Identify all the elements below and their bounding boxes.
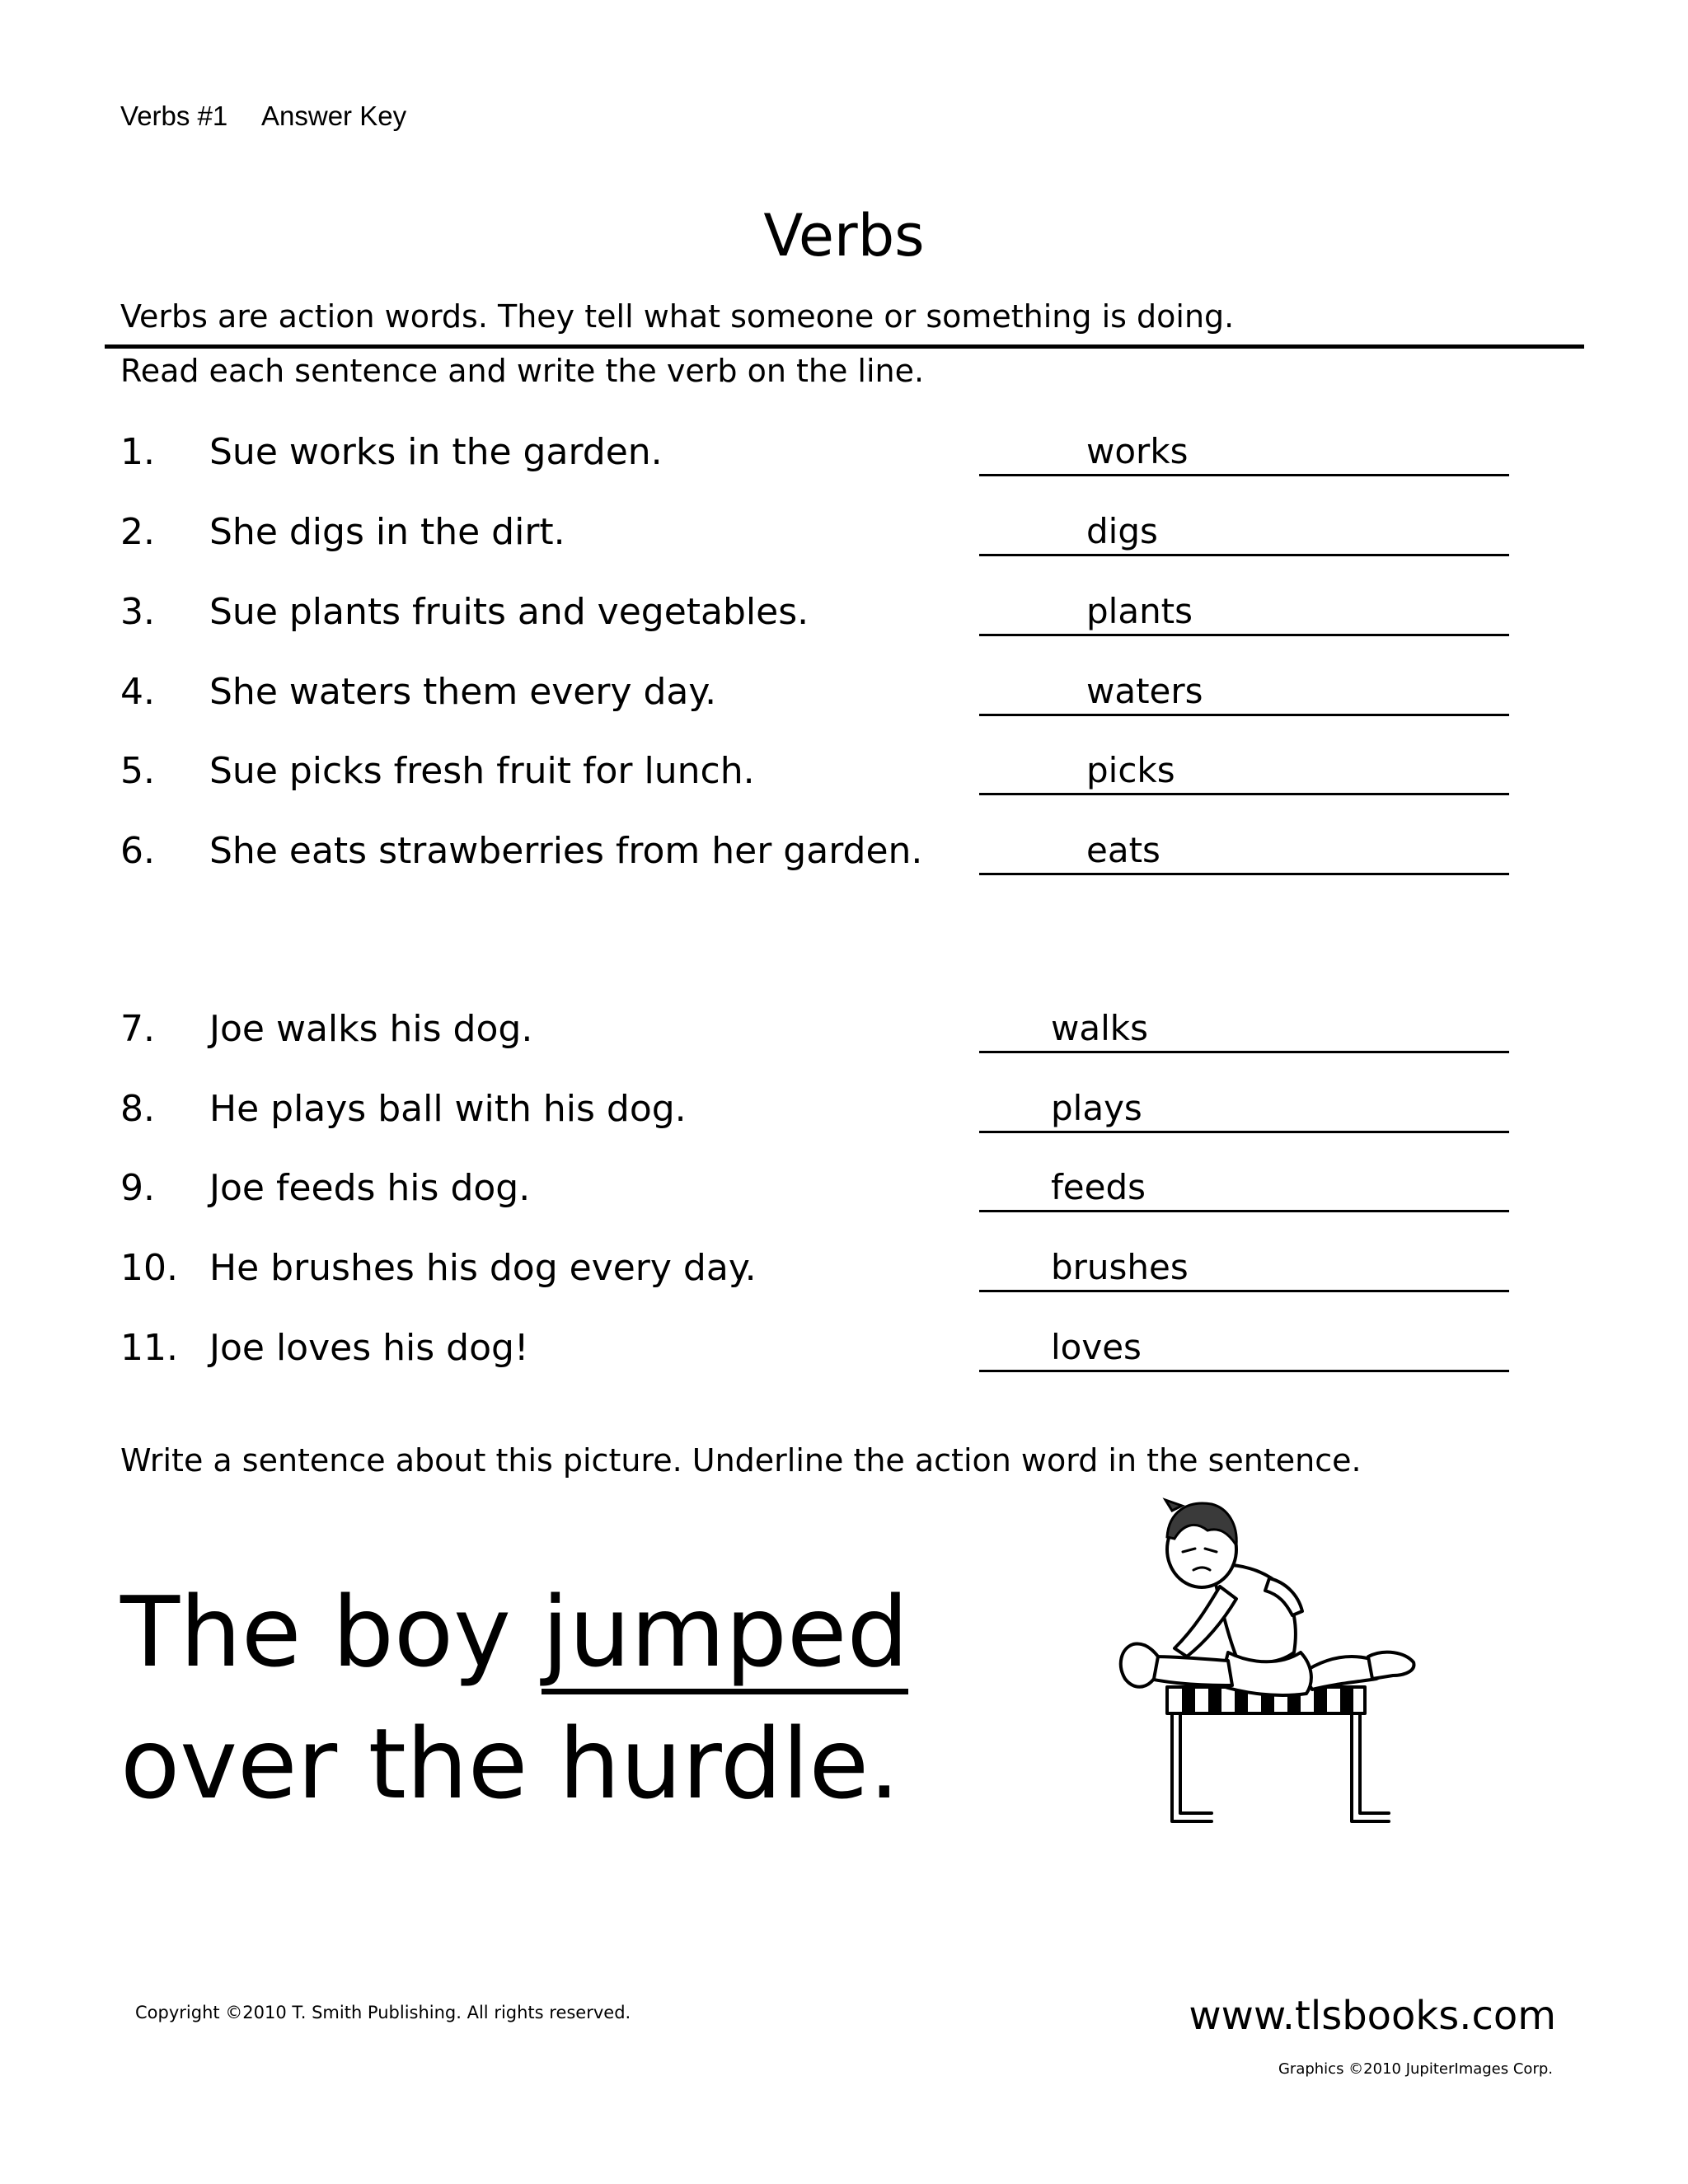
copyright-notice: Copyright ©2010 T. Smith Publishing. All rights reserved. bbox=[135, 2003, 631, 2022]
item-sentence: Sue picks fresh fruit for lunch. bbox=[209, 750, 755, 792]
item-number: 11. bbox=[120, 1327, 178, 1369]
list-item bbox=[0, 587, 1688, 653]
list-item bbox=[0, 507, 1688, 573]
answer-line bbox=[979, 1370, 1509, 1372]
item-sentence: Sue plants fruits and vegetables. bbox=[209, 591, 809, 633]
answer-line bbox=[979, 1210, 1509, 1212]
item-number: 9. bbox=[120, 1167, 155, 1209]
list-item bbox=[0, 667, 1688, 733]
item-sentence: He plays ball with his dog. bbox=[209, 1088, 687, 1130]
divider bbox=[105, 344, 1584, 349]
answer-text: plants bbox=[1086, 591, 1193, 631]
answer-text: picks bbox=[1086, 750, 1175, 790]
item-sentence: She waters them every day. bbox=[209, 671, 717, 713]
answer-key-label: Answer Key bbox=[261, 101, 407, 131]
underlined-verb: jumped bbox=[542, 1575, 908, 1694]
item-number: 6. bbox=[120, 830, 155, 872]
answer-line bbox=[979, 474, 1509, 476]
answer-text: waters bbox=[1086, 671, 1203, 711]
list-item bbox=[0, 427, 1688, 493]
answer-text: feeds bbox=[1051, 1167, 1146, 1207]
worksheet-label: Verbs #1 bbox=[120, 101, 228, 131]
answer-sentence-start: The boy bbox=[120, 1575, 542, 1689]
answer-text: walks bbox=[1051, 1008, 1148, 1048]
item-number: 10. bbox=[120, 1247, 178, 1289]
answer-text: digs bbox=[1086, 511, 1158, 551]
answer-line bbox=[979, 714, 1509, 716]
item-number: 3. bbox=[120, 591, 155, 633]
answer-sentence-line2: over the hurdle. bbox=[120, 1707, 900, 1821]
list-item bbox=[0, 1163, 1688, 1229]
answer-line bbox=[979, 1290, 1509, 1292]
item-number: 8. bbox=[120, 1088, 155, 1130]
answer-line bbox=[979, 873, 1509, 875]
list-item bbox=[0, 826, 1688, 892]
page-title: Verbs bbox=[763, 202, 925, 269]
item-sentence: She eats strawberries from her garden. bbox=[209, 830, 923, 872]
item-number: 4. bbox=[120, 671, 155, 713]
item-number: 7. bbox=[120, 1008, 155, 1050]
item-sentence: Sue works in the garden. bbox=[209, 431, 663, 473]
website-link[interactable]: www.tlsbooks.com bbox=[1189, 1993, 1556, 2039]
boy-jumping-hurdle-illustration bbox=[1096, 1488, 1442, 1850]
answer-line bbox=[979, 554, 1509, 556]
item-sentence: She digs in the dirt. bbox=[209, 511, 565, 553]
picture-prompt: Write a sentence about this picture. Underline the action word in the sentence. bbox=[120, 1442, 1362, 1479]
list-item bbox=[0, 1004, 1688, 1070]
item-sentence: He brushes his dog every day. bbox=[209, 1247, 757, 1289]
item-number: 5. bbox=[120, 750, 155, 792]
item-sentence: Joe feeds his dog. bbox=[209, 1167, 531, 1209]
graphics-credit: Graphics ©2010 JupiterImages Corp. bbox=[1278, 2060, 1553, 2078]
answer-text: works bbox=[1086, 431, 1189, 471]
item-sentence: Joe walks his dog. bbox=[209, 1008, 533, 1050]
answer-text: brushes bbox=[1051, 1247, 1189, 1287]
list-item bbox=[0, 1323, 1688, 1389]
item-number: 1. bbox=[120, 431, 155, 473]
answer-text: plays bbox=[1051, 1088, 1142, 1128]
intro-text: Verbs are action words. They tell what someone or something is doing. bbox=[120, 298, 1235, 335]
list-item bbox=[0, 1243, 1688, 1309]
answer-line bbox=[979, 793, 1509, 795]
list-item bbox=[0, 1084, 1688, 1150]
instruction-text: Read each sentence and write the verb on the line. bbox=[120, 353, 925, 389]
list-item bbox=[0, 746, 1688, 812]
item-sentence: Joe loves his dog! bbox=[209, 1327, 529, 1369]
answer-line bbox=[979, 1051, 1509, 1053]
answer-text: eats bbox=[1086, 830, 1160, 870]
answer-text: loves bbox=[1051, 1327, 1142, 1367]
item-number: 2. bbox=[120, 511, 155, 553]
answer-line bbox=[979, 1131, 1509, 1133]
answer-line bbox=[979, 634, 1509, 636]
answer-sentence-line1 bbox=[120, 1566, 908, 1698]
